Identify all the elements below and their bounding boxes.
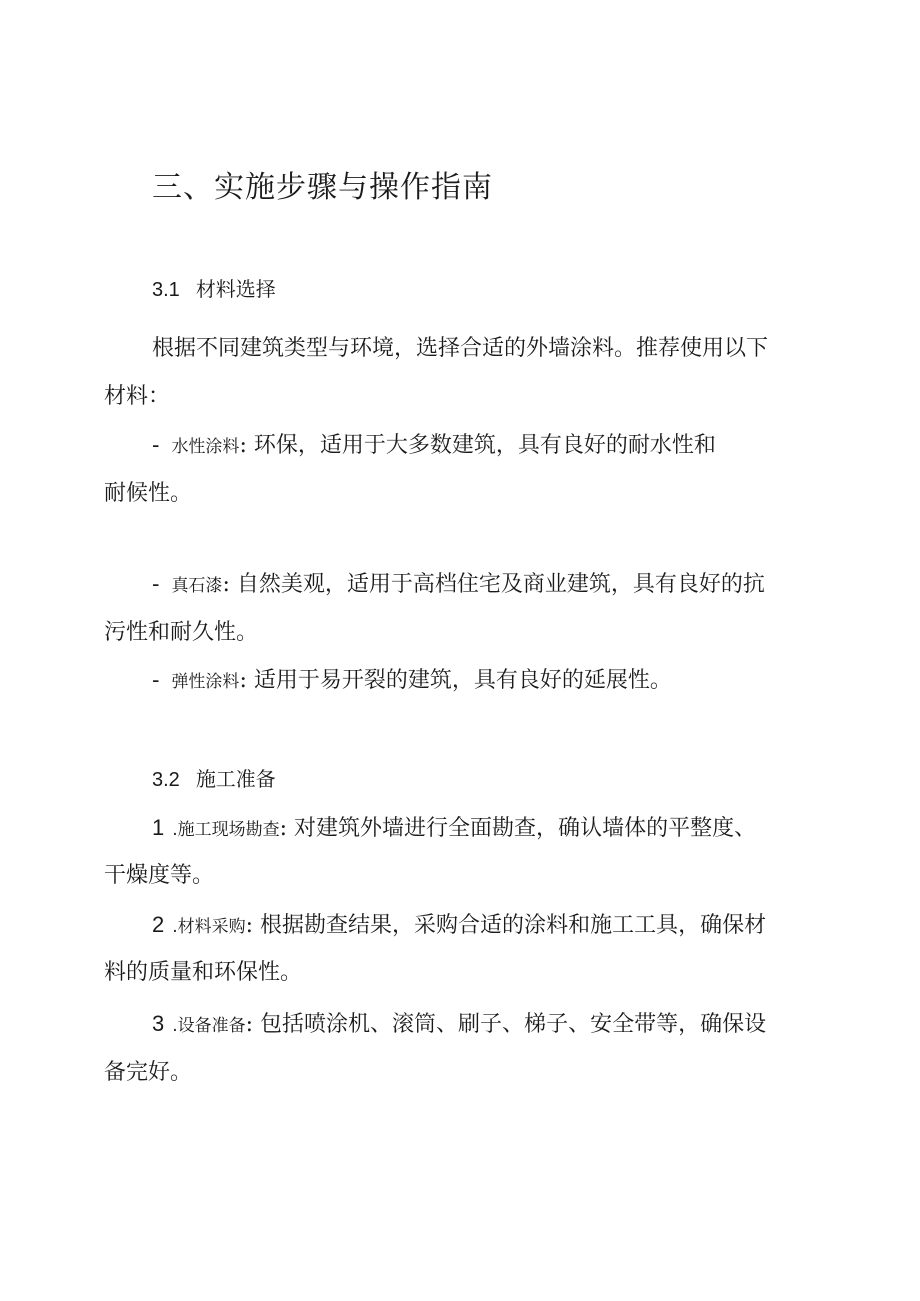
step-text: : 对建筑外墙进行全面勘查，确认墙体的平整度、 bbox=[279, 816, 757, 841]
list-item-elastic bbox=[152, 665, 672, 698]
step-text: : 包括喷涂机、滚筒、刷子、梯子、安全带等，确保设 bbox=[245, 1012, 767, 1037]
step-number: 2 bbox=[152, 912, 165, 937]
list-dash: - bbox=[152, 572, 160, 597]
section-title: 材料选择 bbox=[195, 277, 276, 301]
step-label: .材料采购 bbox=[172, 917, 246, 937]
list-item-waterborne-cont: 耐候性。 bbox=[104, 481, 193, 506]
list-dash: - bbox=[152, 433, 160, 458]
item-text: : 适用于易开裂的建筑，具有良好的延展性。 bbox=[239, 668, 672, 693]
step-material-purchase bbox=[152, 909, 766, 943]
step-equipment-prep bbox=[152, 1008, 766, 1042]
section-title: 施工准备 bbox=[195, 767, 276, 791]
step-material-purchase-cont: 料的质量和环保性。 bbox=[104, 960, 303, 985]
step-number: 3 bbox=[152, 1011, 165, 1036]
section-number: 3.2 bbox=[152, 769, 180, 791]
item-text: : 自然美观，适用于高档住宅及商业建筑，具有良好的抗 bbox=[222, 572, 765, 597]
list-dash: - bbox=[152, 668, 160, 693]
step-label: .设备准备 bbox=[172, 1016, 246, 1036]
step-number: 1 bbox=[152, 815, 165, 840]
chapter-heading: 三、实施步骤与操作指南 bbox=[152, 170, 493, 205]
step-site-survey-cont: 干燥度等。 bbox=[104, 863, 215, 888]
step-label: .施工现场勘查 bbox=[172, 820, 280, 840]
section-heading-3-2 bbox=[152, 765, 276, 794]
section-number: 3.1 bbox=[152, 279, 180, 301]
list-item-stone-paint-cont: 污性和耐久性。 bbox=[104, 620, 259, 645]
item-label: 弹性涂料 bbox=[171, 672, 240, 692]
intro-paragraph-line-2: 材料： bbox=[104, 384, 171, 409]
section-heading-3-1 bbox=[152, 275, 276, 304]
item-label: 真石漆 bbox=[171, 576, 223, 596]
list-item-stone-paint bbox=[152, 569, 765, 602]
item-label: 水性涂料 bbox=[171, 437, 240, 457]
step-text: : 根据勘查结果，采购合适的涂料和施工工具，确保材 bbox=[245, 913, 767, 938]
list-item-waterborne bbox=[152, 430, 716, 463]
intro-paragraph-line-1: 根据不同建筑类型与环境，选择合适的外墙涂料。推荐使用以下 bbox=[152, 336, 769, 361]
step-equipment-prep-cont: 备完好。 bbox=[104, 1060, 193, 1085]
item-text: : 环保，适用于大多数建筑，具有良好的耐水性和 bbox=[239, 433, 716, 458]
step-site-survey bbox=[152, 812, 756, 846]
